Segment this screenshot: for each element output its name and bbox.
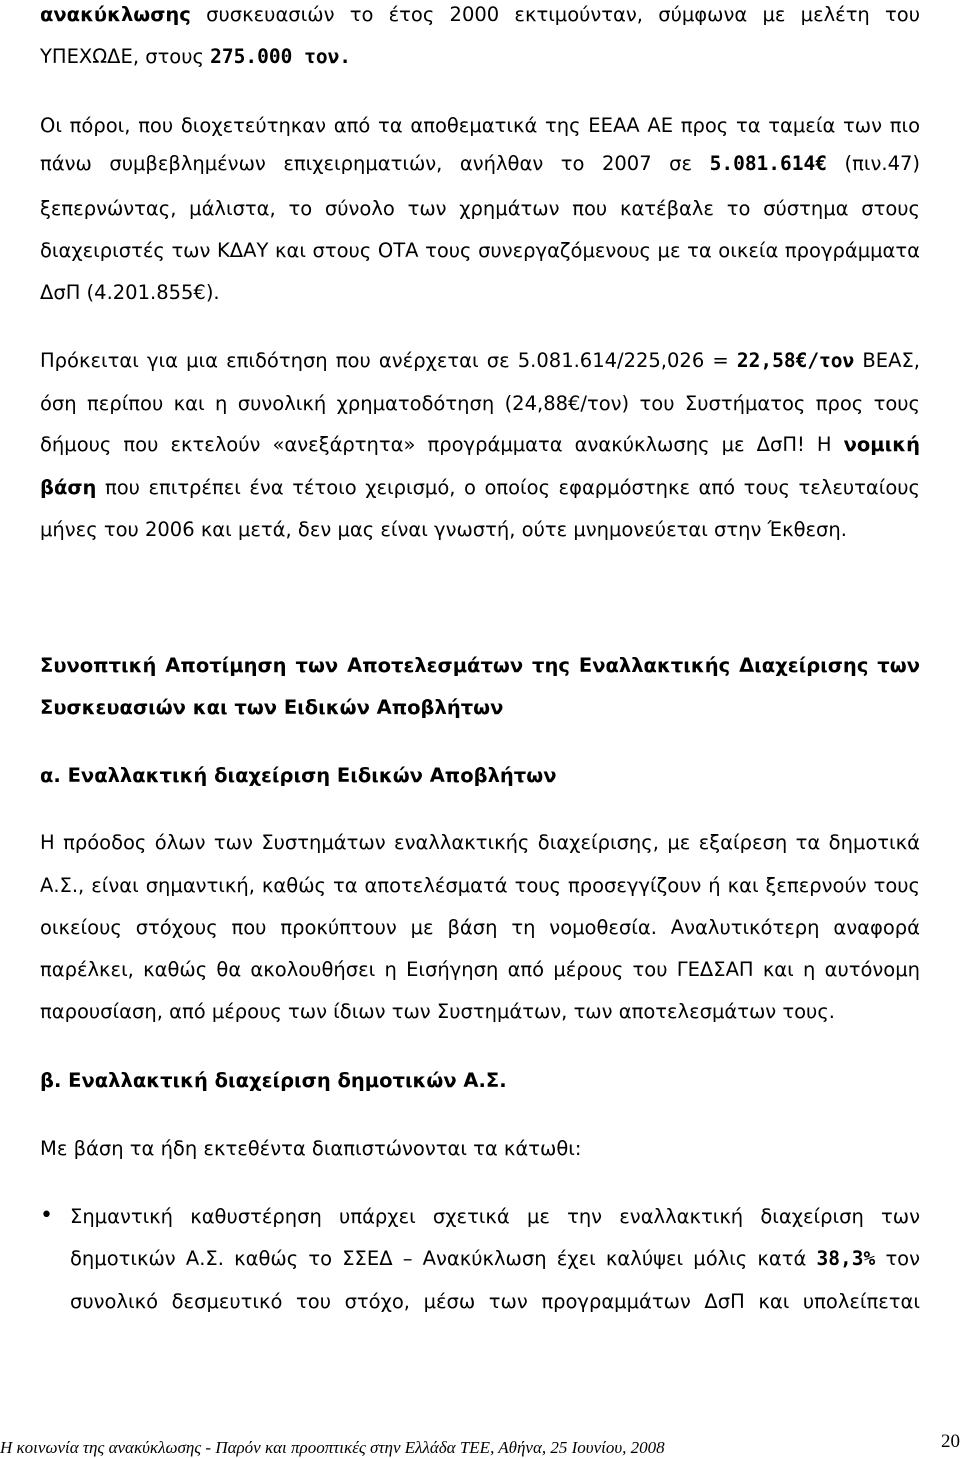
bullet-1-line-2-text: δημοτικών Α.Σ. καθώς το ΣΣΕΔ – Ανακύκλωση έχει καλύψει μόλις κατά [70, 1247, 817, 1270]
paragraph-4-line-4: παρέλκει, καθώς θα ακολουθήσει η Εισήγηση από μέρους του ΓΕΔΣΑΠ και η αυτόνομη [40, 958, 920, 981]
paragraph-2-line-3: ξεπερνώντας, μάλιστα, το σύνολο των χρημάτων που κατέβαλε το σύστημα στους [40, 197, 920, 220]
paragraph-1-line-1 [40, 3, 920, 27]
paragraph-2-line-2-text: πάνω συμβεβλημένων επιχειρηματιών, ανήλθαν το 2007 σε [40, 152, 710, 175]
paragraph-3-line-4 [40, 476, 920, 500]
paragraph-3-line-1-text: Πρόκειται για μια επιδότηση που ανέρχεται σε 5.081.614/225,026 = [40, 349, 737, 372]
paragraph-4-line-3: οικείους στόχους που προκύπτουν με βάση τη νομοθεσία. Αναλυτικότερη αναφορά [40, 916, 920, 939]
bullet-1-line-1: Σημαντική καθυστέρηση υπάρχει σχετικά με την εναλλακτική διαχείριση των [70, 1205, 920, 1228]
paragraph-2-line-1: Οι πόροι, που διοχετεύτηκαν από τα αποθεματικά της ΕΕΑΑ ΑΕ προς τα ταμεία των πιο [40, 114, 920, 137]
bullet-icon: • [40, 1203, 53, 1228]
paragraph-3-line-4-text: που επιτρέπει ένα τέτοιο χειρισμό, ο οποίος εφαρμόστηκε από τους τελευταίους [96, 476, 920, 499]
paragraph-3-line-3 [40, 433, 920, 457]
paragraph-3-line-2: όση περίπου και η συνολική χρηματοδότηση (24,88€/τον) του Συστήματος προς τους [40, 392, 920, 415]
bold-subsidy-rate: 22,58€/τον [736, 349, 855, 372]
bold-basis: βάση [40, 476, 97, 499]
bullet-1-line-2 [70, 1247, 920, 1271]
subheading-a: α. Εναλλακτική διαχείριση Ειδικών Αποβλήτων [40, 764, 557, 787]
paragraph-1-line-1-text: συσκευασιών το έτος 2000 εκτιμούνταν, σύμφωνα με μελέτη του [190, 3, 920, 26]
paragraph-3-line-1 [40, 349, 920, 373]
bold-amount: 5.081.614€ [709, 152, 827, 175]
paragraph-2-line-2 [40, 152, 920, 176]
bold-tonnage: 275.000 τον. [210, 45, 352, 68]
bullet-1-line-2-after: τον [875, 1247, 921, 1270]
paragraph-3-line-3-text: δήμους που εκτελούν «ανεξάρτητα» προγράμματα ανακύκλωσης με ΔσΠ! Η [40, 433, 844, 456]
paragraph-1-line-2-text: ΥΠΕΧΩΔΕ, στους [40, 45, 211, 68]
section-heading-line-2: Συσκευασιών και των Ειδικών Αποβλήτων [40, 696, 504, 719]
paragraph-4-line-1: Η πρόοδος όλων των Συστημάτων εναλλακτικής διαχείρισης, με εξαίρεση τα δημοτικά [40, 831, 920, 854]
paragraph-2-line-4: διαχειριστές των ΚΔΑΥ και στους ΟΤΑ τους συνεργαζόμενους με τα οικεία προγράμματα [40, 239, 920, 262]
bullet-1-line-3: συνολικό δεσμευτικό του στόχο, μέσω των προγραμμάτων ΔσΠ και υπολείπεται [70, 1290, 920, 1313]
paragraph-4-line-5: παρουσίαση, από μέρους των ίδιων των Συστημάτων, των αποτελεσμάτων τους. [40, 1000, 835, 1023]
paragraph-3-line-1-after: ΒΕΑΣ, [854, 349, 920, 372]
paragraph-4-line-2: Α.Σ., είναι σημαντική, καθώς τα αποτελέσματά τους προσεγγίζουν ή και ξεπερνούν τους [40, 874, 920, 897]
paragraph-3-line-5: μήνες του 2006 και μετά, δεν μας είναι γνωστή, ούτε μνημονεύεται στην Έκθεση. [40, 518, 847, 541]
page-footer: Η κοινωνία της ανακύκλωσης - Παρόν και προοπτικές στην Ελλάδα ΤΕΕ, Αθήνα, 25 Ιουνίου, 2008 [0, 1438, 665, 1457]
paragraph-2-line-5: ΔσΠ (4.201.855€). [40, 281, 220, 304]
bold-term-recycling: ανακύκλωσης [40, 3, 191, 26]
bold-percentage: 38,3% [816, 1247, 876, 1270]
page-number: 20 [941, 1431, 960, 1452]
paragraph-1-line-2 [40, 45, 920, 69]
paragraph-2-line-2-after: (πιν.47) [827, 152, 920, 175]
paragraph-5: Με βάση τα ήδη εκτεθέντα διαπιστώνονται τα κάτωθι: [40, 1137, 582, 1160]
bold-legal: νομική [843, 433, 920, 456]
section-heading-line-1: Συνοπτική Αποτίμηση των Αποτελεσμάτων της Εναλλακτικής Διαχείρισης των [40, 654, 920, 677]
subheading-b: β. Εναλλακτική διαχείριση δημοτικών Α.Σ. [40, 1069, 507, 1092]
